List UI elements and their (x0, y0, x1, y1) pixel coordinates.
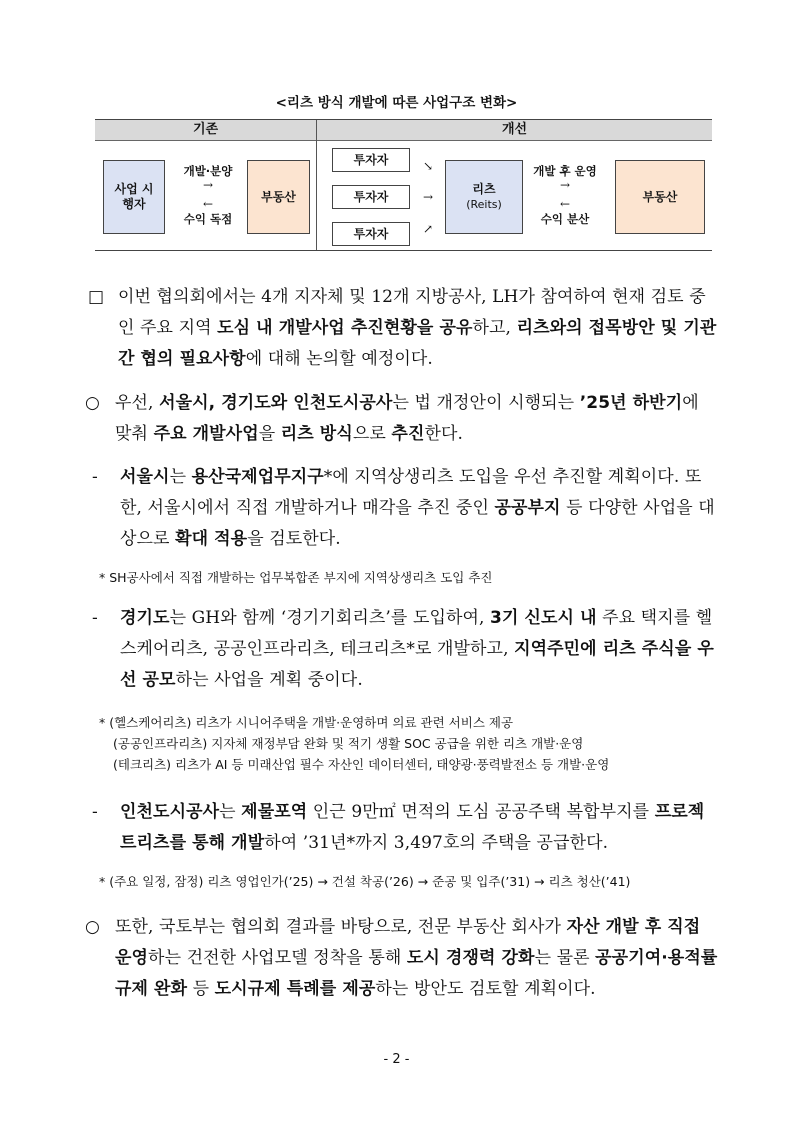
body-text: 하는 방안도 검토할 계획이다. (375, 979, 596, 999)
body-text: 하고, (472, 318, 517, 338)
page-number: - 2 - (383, 1052, 410, 1067)
investor-box: 투자자 (332, 222, 410, 246)
footnote-3: * (주요 일정, 잠정) 리츠 영업인가(’25) → 건설 착공(’26) → 준공 및 입주(’31) → 리츠 청산(’41) (99, 874, 631, 889)
emphasis-text: 공공기여·용적률 규제 완화 (115, 948, 718, 999)
body-text: 는 물론 (534, 948, 596, 968)
arrow-up-right-icon: ↗ (422, 222, 434, 236)
emphasis-text: 공공부지 (494, 498, 561, 518)
body-text: 는 GH와 함께 ‘경기기회리츠’를 도입하여, (169, 608, 491, 628)
body-text: *에 지역상생리츠 도입을 우선 추진할 계획이다. 또한, 서울시에서 직접 개발하거나 매각을 추진 중인 (120, 467, 702, 518)
developer-label: 사업 시행자 (114, 182, 154, 211)
flow-label-profit: 수익 독점 (183, 212, 233, 226)
body-text: 는 (169, 467, 192, 487)
body-text: 하는 사업을 계획 중이다. (175, 670, 363, 690)
body-text: 한다. (424, 424, 464, 444)
figure-title: <리츠 방식 개발에 따른 사업구조 변화> (275, 95, 518, 111)
body-text: 는 법 개정안이 시행되는 (392, 393, 580, 413)
emphasis-text: 추진 (391, 424, 425, 444)
footnote-2-line: (공공인프라리츠) 지자체 재정부담 완화 및 적기 생활 SOC 공급을 위한 리츠 개발·운영 (113, 736, 584, 751)
emphasis-text: 경기도 (120, 608, 170, 628)
reits-box (445, 160, 523, 234)
body-text: 으로 (352, 424, 392, 444)
emphasis-text: 자산 개발 후 직접 운영 (115, 917, 701, 968)
footnote-2-line: * (헬스케어리츠) 리츠가 시니어주택을 개발·운영하며 의료 관련 서비스 제공 (99, 715, 514, 730)
property-box-before: 부동산 (247, 160, 310, 234)
body-text: 하는 건전한 사업모델 정착을 통해 (148, 948, 407, 968)
emphasis-text: 도심 내 개발사업 추진현황을 공유 (217, 318, 473, 338)
emphasis-text: 3기 신도시 내 (490, 608, 597, 628)
investor-box: 투자자 (332, 185, 410, 209)
arrow-down-right-icon: ↘ (422, 159, 434, 173)
emphasis-text: 리츠 방식 (280, 424, 353, 444)
body-text: 또한, 국토부는 협의회 결과를 바탕으로, 전문 부동산 회사가 (115, 917, 567, 937)
body-text: 주요 택지를 헬스케어리츠, 공공인프라리츠, 테크리츠*로 개발하고, (120, 608, 713, 659)
body-text: 하여 ’31년*까지 3,497호의 주택을 공급한다. (264, 833, 609, 853)
emphasis-text: 도시규제 특례를 제공 (214, 979, 376, 999)
emphasis-text: ’25년 하반기 (579, 393, 683, 413)
bullet-circle: ○ (85, 393, 100, 413)
emphasis-text: 도시 경쟁력 강화 (406, 948, 535, 968)
emphasis-text: 주요 개발사업 (153, 424, 259, 444)
body-text: 등 (187, 979, 215, 999)
paragraph-5 (120, 797, 720, 859)
emphasis-text: 서울시, 경기도와 인천도시공사 (159, 393, 393, 413)
bullet-dash: - (92, 467, 98, 487)
bullet-square: □ (88, 287, 105, 307)
paragraph-4 (120, 603, 720, 696)
body-text: 는 (219, 802, 242, 822)
footnote-2 (99, 712, 719, 775)
arrow-right-icon: → (422, 190, 434, 204)
developer-box (103, 160, 165, 234)
emphasis-text: 확대 적용 (175, 529, 248, 549)
body-text: 인근 9만㎡ 면적의 도심 공공주택 복합부지를 (307, 802, 655, 822)
property-box-after: 부동산 (615, 160, 705, 234)
bullet-circle: ○ (85, 917, 100, 937)
body-text: 을 검토한다. (247, 529, 341, 549)
header-after: 개선 (317, 120, 712, 141)
paragraph-2 (115, 388, 720, 450)
flow-label-distribute: 수익 분산 (540, 212, 590, 226)
flow-label-develop: 개발·분양 (183, 164, 233, 178)
emphasis-text: 인천도시공사 (120, 802, 220, 822)
emphasis-text: 제물포역 (241, 802, 308, 822)
arrow-right-icon: → (559, 178, 571, 192)
bullet-dash: - (92, 802, 98, 822)
paragraph-3 (120, 462, 720, 555)
emphasis-text: 서울시 (120, 467, 170, 487)
structure-diagram (95, 119, 712, 251)
header-before: 기존 (95, 120, 316, 141)
flow-label-operate: 개발 후 운영 (533, 164, 597, 178)
paragraph-1 (118, 282, 722, 375)
reits-sublabel: (Reits) (466, 198, 502, 211)
body-text: 이번 협의회에서는 4개 지자체 및 12개 지방공사, LH가 참여하여 현재 검토 중인 주요 지역 (118, 287, 706, 338)
body-text: 등 다양한 사업을 대상으로 (120, 498, 715, 549)
investor-box: 투자자 (332, 148, 410, 172)
reits-label: 리츠 (472, 182, 496, 196)
paragraph-6 (115, 912, 720, 1005)
footnote-1: * SH공사에서 직접 개발하는 업무복합존 부지에 지역상생리츠 도입 추진 (99, 570, 493, 585)
divider (316, 120, 317, 250)
bullet-dash: - (92, 608, 98, 628)
body-text: 에 맞춰 (115, 393, 699, 444)
body-text: 우선, (115, 393, 160, 413)
emphasis-text: 용산국제업무지구 (191, 467, 324, 487)
emphasis-text: 지역주민에 리츠 주식을 우선 공모 (120, 639, 714, 690)
footnote-2-line: (테크리츠) 리츠가 AI 등 미래산업 필수 자산인 데이터센터, 태양광·풍력발전소 등 개발·운영 (113, 757, 610, 772)
arrow-left-icon: ← (202, 197, 214, 211)
body-text: 을 (258, 424, 281, 444)
body-text: 에 대해 논의할 예정이다. (245, 349, 433, 369)
emphasis-text: 프로젝트리츠를 통해 개발 (120, 802, 705, 853)
arrow-right-icon: → (202, 178, 214, 192)
emphasis-text: 리츠와의 접목방안 및 기관 간 협의 필요사항 (118, 318, 717, 369)
arrow-left-icon: ← (559, 197, 571, 211)
